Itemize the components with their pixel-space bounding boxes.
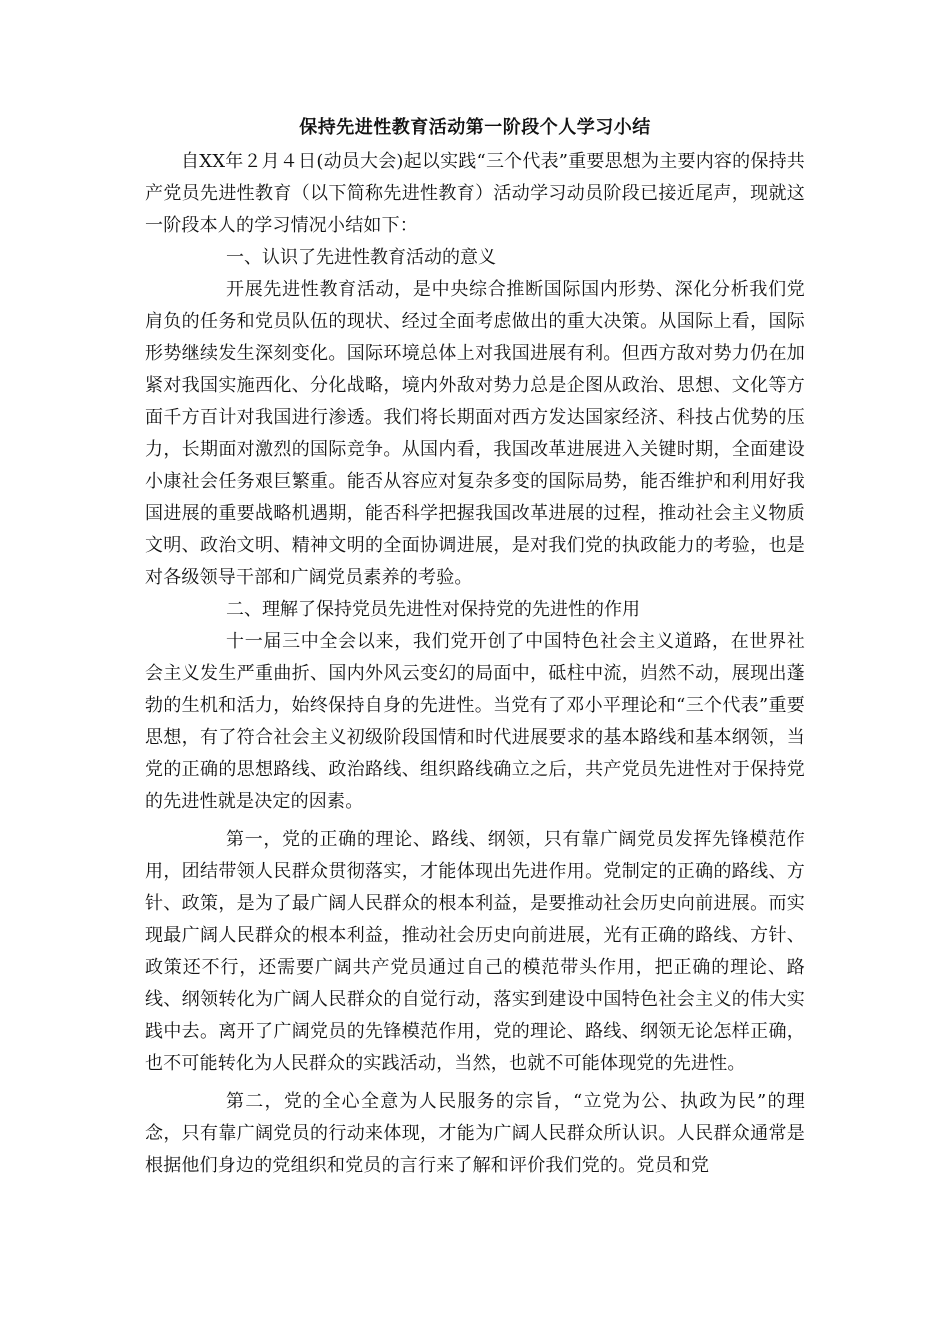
document-title: 保持先进性教育活动第一阶段个人学习小结 <box>299 117 651 138</box>
point-1-paragraph: 第一，党的正确的理论、路线、纲领，只有靠广阔党员发挥先锋模范作用，团结带领人民群众贯彻落实，才能体现出先进作用。党制定的正确的路线、方针、政策，是为了最广阔人民群众的根本利益，是要推动社会历史向前进展。而实现最广阔人民群众的根本利益，推动社会历史向前进展，光有正确的路线、方针、政策还不行，还需要广阔共产党员通过自己的模范带头作用，把正确的理论、路线、纲领转化为广阔人民群众的自觉行动，落实到建设中国特色社会主义的伟大实践中去。离开了广阔党员的先锋模范作用，党的理论、路线、纲领无论怎样正确，也不可能转化为人民群众的实践活动，当然，也就不可能体现党的先进性。 <box>145 829 805 1074</box>
section-1-heading: 一、认识了先进性教育活动的意义 <box>226 247 496 268</box>
section-1-body: 开展先进性教育活动，是中央综合推断国际国内形势、深化分析我们党肩负的任务和党员队伍的现状、经过全面考虑做出的重大决策。从国际上看，国际形势继续发生深刻变化。国际环境总体上对我国进展有利。但西方敌对势力仍在加紧对我国实施西化、分化战略，境内外敌对势力总是企图从政治、思想、文化等方面千方百计对我国进行渗透。我们将长期面对西方发达国家经济、科技占优势的压力，长期面对激烈的国际竞争。从国内看，我国改革进展进入关键时期，全面建设小康社会任务艰巨繁重。能否从容应对复杂多变的国际局势，能否维护和利用好我国进展的重要战略机遇期，能否科学把握我国改革进展的过程，推动社会主义物质文明、政治文明、精神文明的全面协调进展，是对我们党的执政能力的考验，也是对各级领导干部和广阔党员素养的考验。 <box>145 279 805 588</box>
document-page <box>145 110 805 1182</box>
section-2-heading: 二、理解了保持党员先进性对保持党的先进性的作用 <box>226 599 640 620</box>
intro-paragraph: 自XX年２月４日(动员大会)起以实践“三个代表”重要思想为主要内容的保持共产党员先进性教育（以下简称先进性教育）活动学习动员阶段已接近尾声，现就这一阶段本人的学习情况小结如下： <box>145 151 805 236</box>
point-2-paragraph: 第二，党的全心全意为人民服务的宗旨，“立党为公、执政为民”的理念，只有靠广阔党员的行动来体现，才能为广阔人民群众所认识。人民群众通常是根据他们身边的党组织和党员的言行来了解和评价我们党的。党员和党 <box>145 1091 805 1176</box>
section-2-body: 十一届三中全会以来，我们党开创了中国特色社会主义道路，在世界社会主义发生严重曲折、国内外风云变幻的局面中，砥柱中流，岿然不动，展现出蓬勃的生机和活力，始终保持自身的先进性。当党有了邓小平理论和“三个代表”重要思想，有了符合社会主义初级阶段国情和时代进展要求的基本路线和基本纲领，当党的正确的思想路线、政治路线、组织路线确立之后，共产党员先进性对于保持党的先进性就是决定的因素。 <box>145 631 805 812</box>
